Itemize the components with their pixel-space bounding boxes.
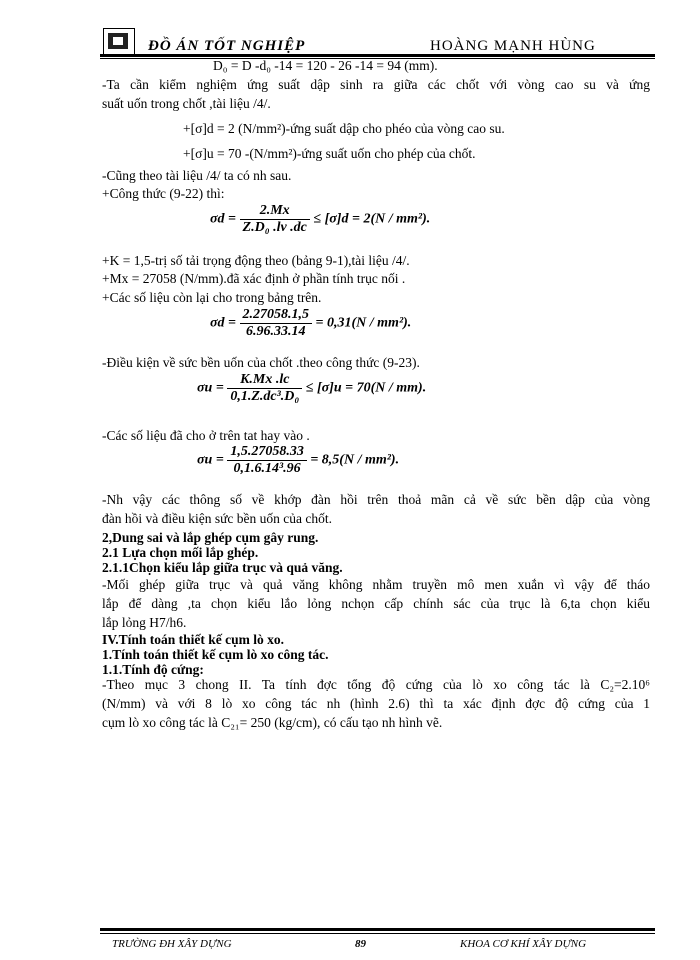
formula-stress-crush-values: σd = $\frac{2.27058.1,5}{6.96.33.14}$ = 0,31(N / mm²). bbox=[210, 307, 412, 339]
text-line: -Ta cần kiểm nghiệm ứng suất dập sinh ra giữa các chốt với vòng cao su và ứng bbox=[102, 77, 650, 92]
formula-stress-bend: σu = $\frac{K.Mx .lc}{\text{0,1.Z.dc³.D₀}}$ ≤ [σ]u = 70(N / mm). bbox=[197, 372, 427, 404]
formula-stress-bend-values: σu = $\frac{1,5.27058.33}{\text{0,1.6.14³.96}}$ = 8,5(N / mm²). bbox=[197, 444, 400, 476]
text-line: -Theo mục 3 chong II. Ta tính đợc tổng độ cứng của lò xo công tác là C₂=2.10⁶ bbox=[102, 677, 650, 692]
text-line: +Các số liệu còn lại cho trong bảng trên. bbox=[102, 290, 322, 305]
text-line: -Nh vậy các thông số về khớp đàn hồi trên thoả mãn cả về sức bền dập của vòng bbox=[102, 492, 650, 507]
formula-stress-crush: σd = $\frac{2.Mx}{\text{Z.D₀ .lv .dc}}$ ≤ [σ]d = 2(N / mm²). bbox=[210, 203, 431, 235]
text-line: -Điều kiện về sức bền uốn của chốt .theo công thức (9-23). bbox=[102, 355, 420, 370]
text-line: -Mối ghép giữa trục và quả văng không nhằm truyền mô men xuắn vì vậy để tháo bbox=[102, 577, 650, 592]
school-logo bbox=[103, 28, 135, 56]
page-number: 89 bbox=[355, 938, 366, 950]
text-line: +K = 1,5-trị số tải trọng động theo (bảng 9-1),tài liệu /4/. bbox=[102, 253, 410, 268]
text-line: đàn hồi và điều kiện sức bền uốn của chốt. bbox=[102, 511, 333, 526]
footer-rule-thin bbox=[100, 933, 655, 934]
text-line: +[σ]d = 2 (N/mm²)-ứng suất dập cho phéo của vòng cao su. bbox=[183, 121, 505, 136]
section-heading: IV.Tính toán thiết kế cụm lò xo. bbox=[102, 632, 285, 647]
section-heading: 2,Dung sai và lắp ghép cụm gây rung. bbox=[102, 530, 319, 545]
footer-school: TRƯỜNG ĐH XÂY DỰNG bbox=[112, 938, 232, 950]
footer-faculty: KHOA CƠ KHÍ XÂY DỰNG bbox=[460, 938, 587, 950]
section-heading: 1.Tính toán thiết kế cụm lò xo công tác. bbox=[102, 647, 329, 662]
header-title: ĐỒ ÁN TỐT NGHIỆP bbox=[148, 38, 306, 54]
footer-rule bbox=[100, 928, 655, 931]
section-heading: 2.1 Lựa chọn mối lắp ghép. bbox=[102, 545, 259, 560]
text-line: +Mx = 27058 (N/mm).đã xác định ở phần tính trục nối . bbox=[102, 271, 406, 286]
text-line: lắp để dàng ,ta chọn kiểu lắo lỏng nchọn cấp chính sác của trục là 6,ta chọn kiểu bbox=[102, 596, 650, 611]
text-line: D₀ = D -d₀ -14 = 120 - 26 -14 = 94 (mm). bbox=[213, 58, 438, 73]
section-heading: 1.1.Tính độ cứng: bbox=[102, 662, 204, 677]
section-heading: 2.1.1Chọn kiểu lắp giữa trục và quả văng. bbox=[102, 560, 343, 575]
text-line: (N/mm) và với 8 lò xo công tác nh (hình 2.6) thì ta xác định đợc độ cứng của 1 bbox=[102, 696, 650, 711]
text-line: lắp lỏng H7/h6. bbox=[102, 615, 187, 630]
header-author: HOÀNG MẠNH HÙNG bbox=[430, 38, 596, 54]
text-line: +Công thức (9-22) thì: bbox=[102, 186, 225, 201]
text-line: +[σ]u = 70 -(N/mm²)-ứng suất uốn cho phép của chốt. bbox=[183, 146, 476, 161]
text-line: -Cũng theo tài liệu /4/ ta có nh sau. bbox=[102, 168, 292, 183]
text-line: cụm lò xo công tác là C₂₁= 250 (kg/cm), có cấu tạo nh hình vẽ. bbox=[102, 715, 443, 730]
text-line: suất uốn trong chốt ,tài liệu /4/. bbox=[102, 96, 271, 111]
text-line: -Các số liệu đã cho ở trên tat hay vào . bbox=[102, 428, 310, 443]
